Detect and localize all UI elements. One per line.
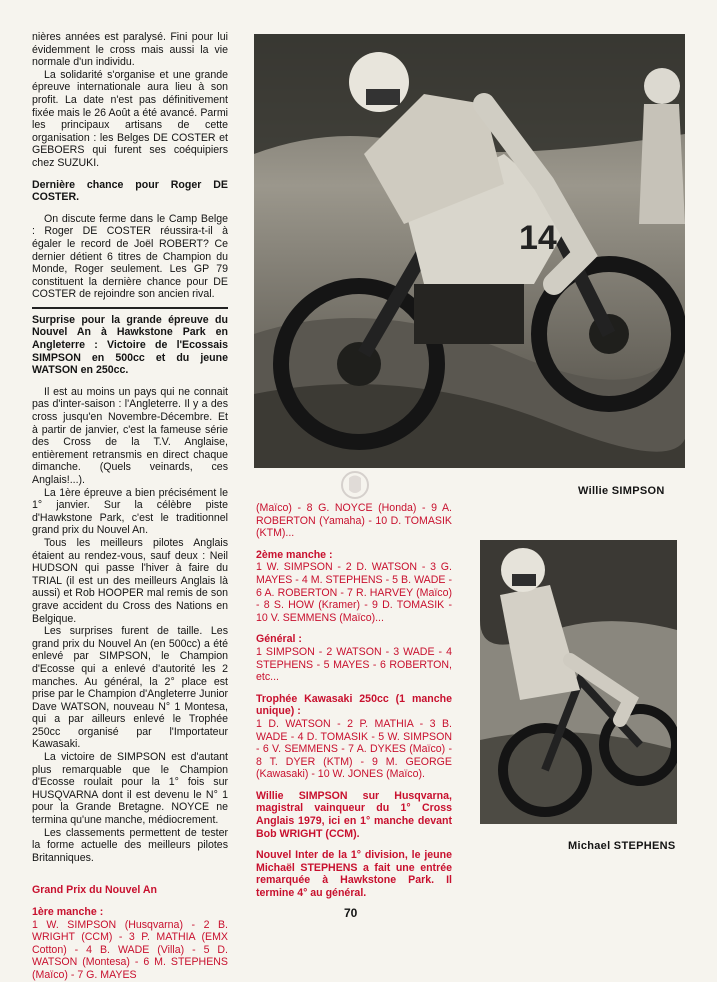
results-subtitle: 2ème manche : [256, 548, 333, 561]
results-subtitle: Trophée Kawasaki 250cc (1 manche unique) : [256, 692, 452, 718]
watermark-logo [337, 470, 381, 500]
results-subtitle: Général : [256, 633, 302, 646]
paragraph: La solidarité s'organise et une grande épreuve internationale aura lieu à son profit. La date n'est pas définitivement fixée mais le 26 Août a été avancé. Parmi les principaux artisans de cette organisation : les Belges DE COSTER et GEBOERS qui furent ses coéquipiers chez SUZUKI. [32, 68, 228, 169]
svg-text:14: 14 [519, 219, 557, 257]
divider [32, 307, 228, 309]
photo-caption: Willie SIMPSON [578, 485, 665, 497]
paragraph: Les classements permettent de tester la forme actuelle des meilleurs pilotes Britanniques. [32, 826, 228, 864]
results-title: Grand Prix du Nouvel An [32, 884, 157, 897]
paragraph: La victoire de SIMPSON est d'autant plus remarquable que le Champion d'Ecosse roulait pour la 1° fois sur HUSQVARNA dont il est devenu le N° 1 pour la Grande Bretagne. NOYCE ne termina qu'une manche, médiocrement. [32, 751, 228, 827]
results-text: 1 D. WATSON - 2 P. MATHIA - 3 B. WADE - 4 D. TOMASIK - 5 W. SIMPSON - 6 V. SEMMENS - 7 A. DYKES (Maïco) - 8 T. DYER (KTM) - 9 M. GEORGE (Kawasaki) - 10 W. JONES (Maïco). [256, 717, 452, 781]
left-column [32, 31, 228, 982]
page-number: 70 [344, 906, 358, 920]
motocross-photo-stephens [480, 540, 677, 824]
paragraph: Tous les meilleurs pilotes Anglais étaient au rendez-vous, sauf deux : Neil HUDSON qui passe l'hiver à faire du TRIAL (il est un des meilleurs Anglais là aussi) et Rob HOOPER mal remis de son grave accident du Cross des Nations en Belgique. [32, 536, 228, 625]
paragraph: Il est au moins un pays qui ne connait pas d'inter-saison : l'Angleterre. Il y a des cross jusqu'en Novembre-Décembre. Et à partir de janvier, c'est la fameuse série des Cross de la T.V. Anglaise, entièrement retransmis en direct chaque dimanche. (Quels veinards, ces Anglais!...). [32, 385, 228, 486]
paragraph: On discute ferme dans le Camp Belge : Roger DE COSTER réussira-t-il à égaler le record de Joël ROBERT? Ce dernier détient 6 titres de Champion du Monde, Roger seulement. Les GP 79 constituent la dernière chance pour DE COSTER de rejoindre son ancien rival. [32, 212, 228, 301]
rider-illustration [480, 540, 677, 824]
results-text: 1 SIMPSON - 2 WATSON - 3 WADE - 4 STEPHENS - 5 MAYES - 6 ROBERTON, etc... [256, 645, 452, 684]
paragraph: Les surprises furent de taille. Les grand prix du Nouvel An (en 500cc) a été enlevé par SIMPSON, le Champion d'Ecosse qui a enlevé d'autorité les 2 manches. Au général, la 2° place est prise par le Champion d'Angleterre Junior Dave WATSON, nouveau N° 1 Montesa, qui a par ailleurs enlevé le Trophée 250cc organisé par l'Importateur Kawasaki. [32, 625, 228, 751]
rider-illustration [254, 34, 685, 468]
results-text: (Maïco) - 8 G. NOYCE (Honda) - 9 A. ROBERTON (Yamaha) - 10 D. TOMASIK (KTM)... [256, 502, 452, 540]
results-subtitle: 1ère manche : [32, 906, 104, 918]
results-text: 1 W. SIMPSON (Husqvarna) - 2 B. WRIGHT (CCM) - 3 P. MATHIA (EMX Cotton) - 4 B. WADE (Villa) - 5 D. WATSON (Montesa) - 6 M. STEPHENS (Maïco) - 7 G. MAYES [32, 918, 228, 981]
right-column [256, 502, 452, 900]
photo-caption-long: Willie SIMPSON sur Husqvarna, magistral vainqueur du 1° Cross Anglais 1979, ici en 1° manche devant Bob WRIGHT (CCM). [256, 789, 452, 840]
paragraph: nières années est paralysé. Fini pour lui évidemment le cross mais aussi la vie normale d'un individu. [32, 31, 228, 69]
section-heading: Dernière chance pour Roger DE COSTER. [32, 178, 228, 204]
motocross-photo-simpson [254, 34, 685, 468]
photo-caption: Michael STEPHENS [568, 840, 676, 852]
results-block [32, 884, 228, 981]
section-heading: Surprise pour la grande épreuve du Nouvel An à Hawkstone Park en Angleterre : Victoire de l'Ecossais SIMPSON en 500cc et du jeune WATSON en 250cc. [32, 313, 228, 377]
photo-caption-long: Nouvel Inter de la 1° division, le jeune Michaël STEPHENS a fait une entrée remarquée à Hawkstone Park. Il termine 4° au général. [256, 849, 452, 900]
paragraph: La 1ère épreuve a bien précisément le 1° janvier. Sur la célèbre piste d'Hawkstone Park, c'est le traditionnel grand prix du Nouvel An. [32, 486, 228, 537]
results-text: 1 W. SIMPSON - 2 D. WATSON - 3 G. MAYES - 4 M. STEPHENS - 5 B. WADE - 6 A. ROBERTON - 7 R. HARVEY (Maïco) - 8 S. HOW (Kramer) - 9 D. TOMASIK - 10 V. SEMMENS (Maïco)... [256, 561, 452, 624]
